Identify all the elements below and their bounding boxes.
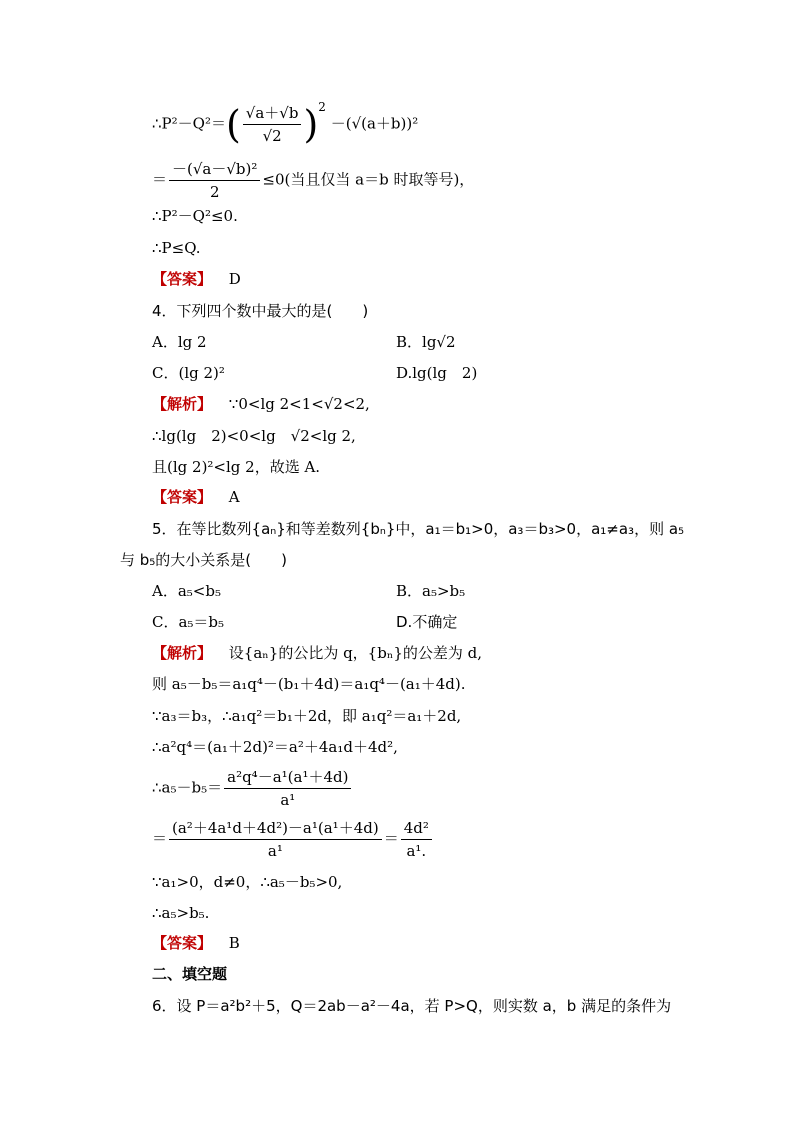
option-row: [152, 332, 652, 352]
option-c: C．a₅＝b₅: [152, 613, 225, 631]
option-row: [152, 581, 652, 601]
question-stem: 6．设 P＝a²b²＋5，Q＝2ab－a²－4a，若 P>Q，则实数 a，b 满足的条件为: [152, 997, 672, 1015]
solution-line: ∴a²q⁴＝(a₁＋2d)²＝a²＋4a₁d＋4d²,: [152, 738, 398, 756]
solution-line: ∵a₁>0，d≠0，∴a₅－b₅>0,: [152, 873, 343, 891]
solution-line: ＝ $\frac{\text{(a²＋4a¹d＋4d²)－a¹(a¹＋4d)}}{\text{a¹}}$ ＝ $\frac{\text{4d²}}{\text{a¹.}}$: [152, 819, 434, 860]
option-d: D.不确定: [396, 613, 458, 631]
equation-line: ∴P²－Q²＝( $\frac{√a+√b}{√2}$ )$^2$ －(√(a＋b))²: [152, 99, 419, 147]
solution-line: 则 a₅－b₅＝a₁q⁴－(b₁＋4d)＝a₁q⁴－(a₁＋4d).: [152, 675, 466, 693]
answer-tag: 【答案】: [152, 488, 213, 506]
solution-line: 【解析】 设{aₙ}的公比为 q，{bₙ}的公差为 d,: [152, 644, 483, 662]
answer-value: A: [228, 488, 240, 506]
solution-line: ∴a₅>b₅.: [152, 904, 210, 922]
answer-tag: 【答案】: [152, 934, 213, 952]
question-stem: 4．下列四个数中最大的是( ): [152, 302, 369, 320]
solution-line: ∵a₃＝b₃，∴a₁q²＝b₁＋2d，即 a₁q²＝a₁＋2d,: [152, 707, 462, 725]
answer-tag: 【答案】: [152, 270, 213, 288]
question-stem: 5．在等比数列{aₙ}和等差数列{bₙ}中，a₁＝b₁>0，a₃＝b₃>0，a₁≠a₃，则 a₅: [152, 520, 685, 538]
solution-line: 【解析】 ∵0<lg 2<1<√2<2,: [152, 395, 370, 413]
option-a: A．a₅<b₅: [152, 582, 221, 600]
answer-line: [152, 933, 240, 953]
question-stem: 与 b₅的大小关系是( ): [120, 551, 288, 569]
answer-value: B: [228, 934, 240, 952]
answer-value: D: [228, 270, 241, 288]
option-c: C．(lg 2)²: [152, 364, 225, 382]
solution-line: ∴a₅－b₅＝ $\frac{\text{a²q⁴－a¹(a¹＋4d)}}{\text{a¹}}$: [152, 768, 353, 809]
fraction: $\frac{\text{－(√a－√b)²}}{2}$: [169, 160, 260, 201]
equation-line: ∴P≤Q.: [152, 239, 201, 257]
option-row: [152, 363, 652, 383]
fraction: $\frac{\text{(a²＋4a¹d＋4d²)－a¹(a¹＋4d)}}{\text{a¹}}$: [169, 819, 382, 860]
option-a: A．lg 2: [152, 333, 207, 351]
option-b: B．lg√2: [396, 333, 456, 351]
fraction: $\frac{\text{a²q⁴－a¹(a¹＋4d)}}{\text{a¹}}$: [224, 768, 351, 809]
solution-tag: 【解析】: [152, 395, 213, 413]
answer-line: [152, 487, 240, 507]
solution-line: 且(lg 2)²<lg 2，故选 A.: [152, 458, 321, 476]
answer-line: [152, 269, 241, 289]
fraction: $\frac{\text{4d²}}{\text{a¹.}}$: [401, 819, 432, 860]
equation-line: ＝ $\frac{\text{－(√a－√b)²}}{2}$ ≤0(当且仅当 a＝b 时取等号)，: [152, 160, 475, 201]
solution-line: ∴lg(lg 2)<0<lg √2<lg 2,: [152, 427, 356, 445]
option-b: B．a₅>b₅: [396, 582, 466, 600]
equation-line: ∴P²－Q²≤0.: [152, 207, 238, 225]
fraction: $\frac{√a+√b}{√2}$: [243, 104, 302, 145]
section-heading: 二、填空题: [152, 965, 228, 983]
solution-tag: 【解析】: [152, 644, 213, 662]
option-d: D.lg(lg 2): [396, 364, 478, 382]
option-row: [152, 612, 652, 632]
equation-lhs: ∴P²－Q²＝: [152, 114, 226, 133]
